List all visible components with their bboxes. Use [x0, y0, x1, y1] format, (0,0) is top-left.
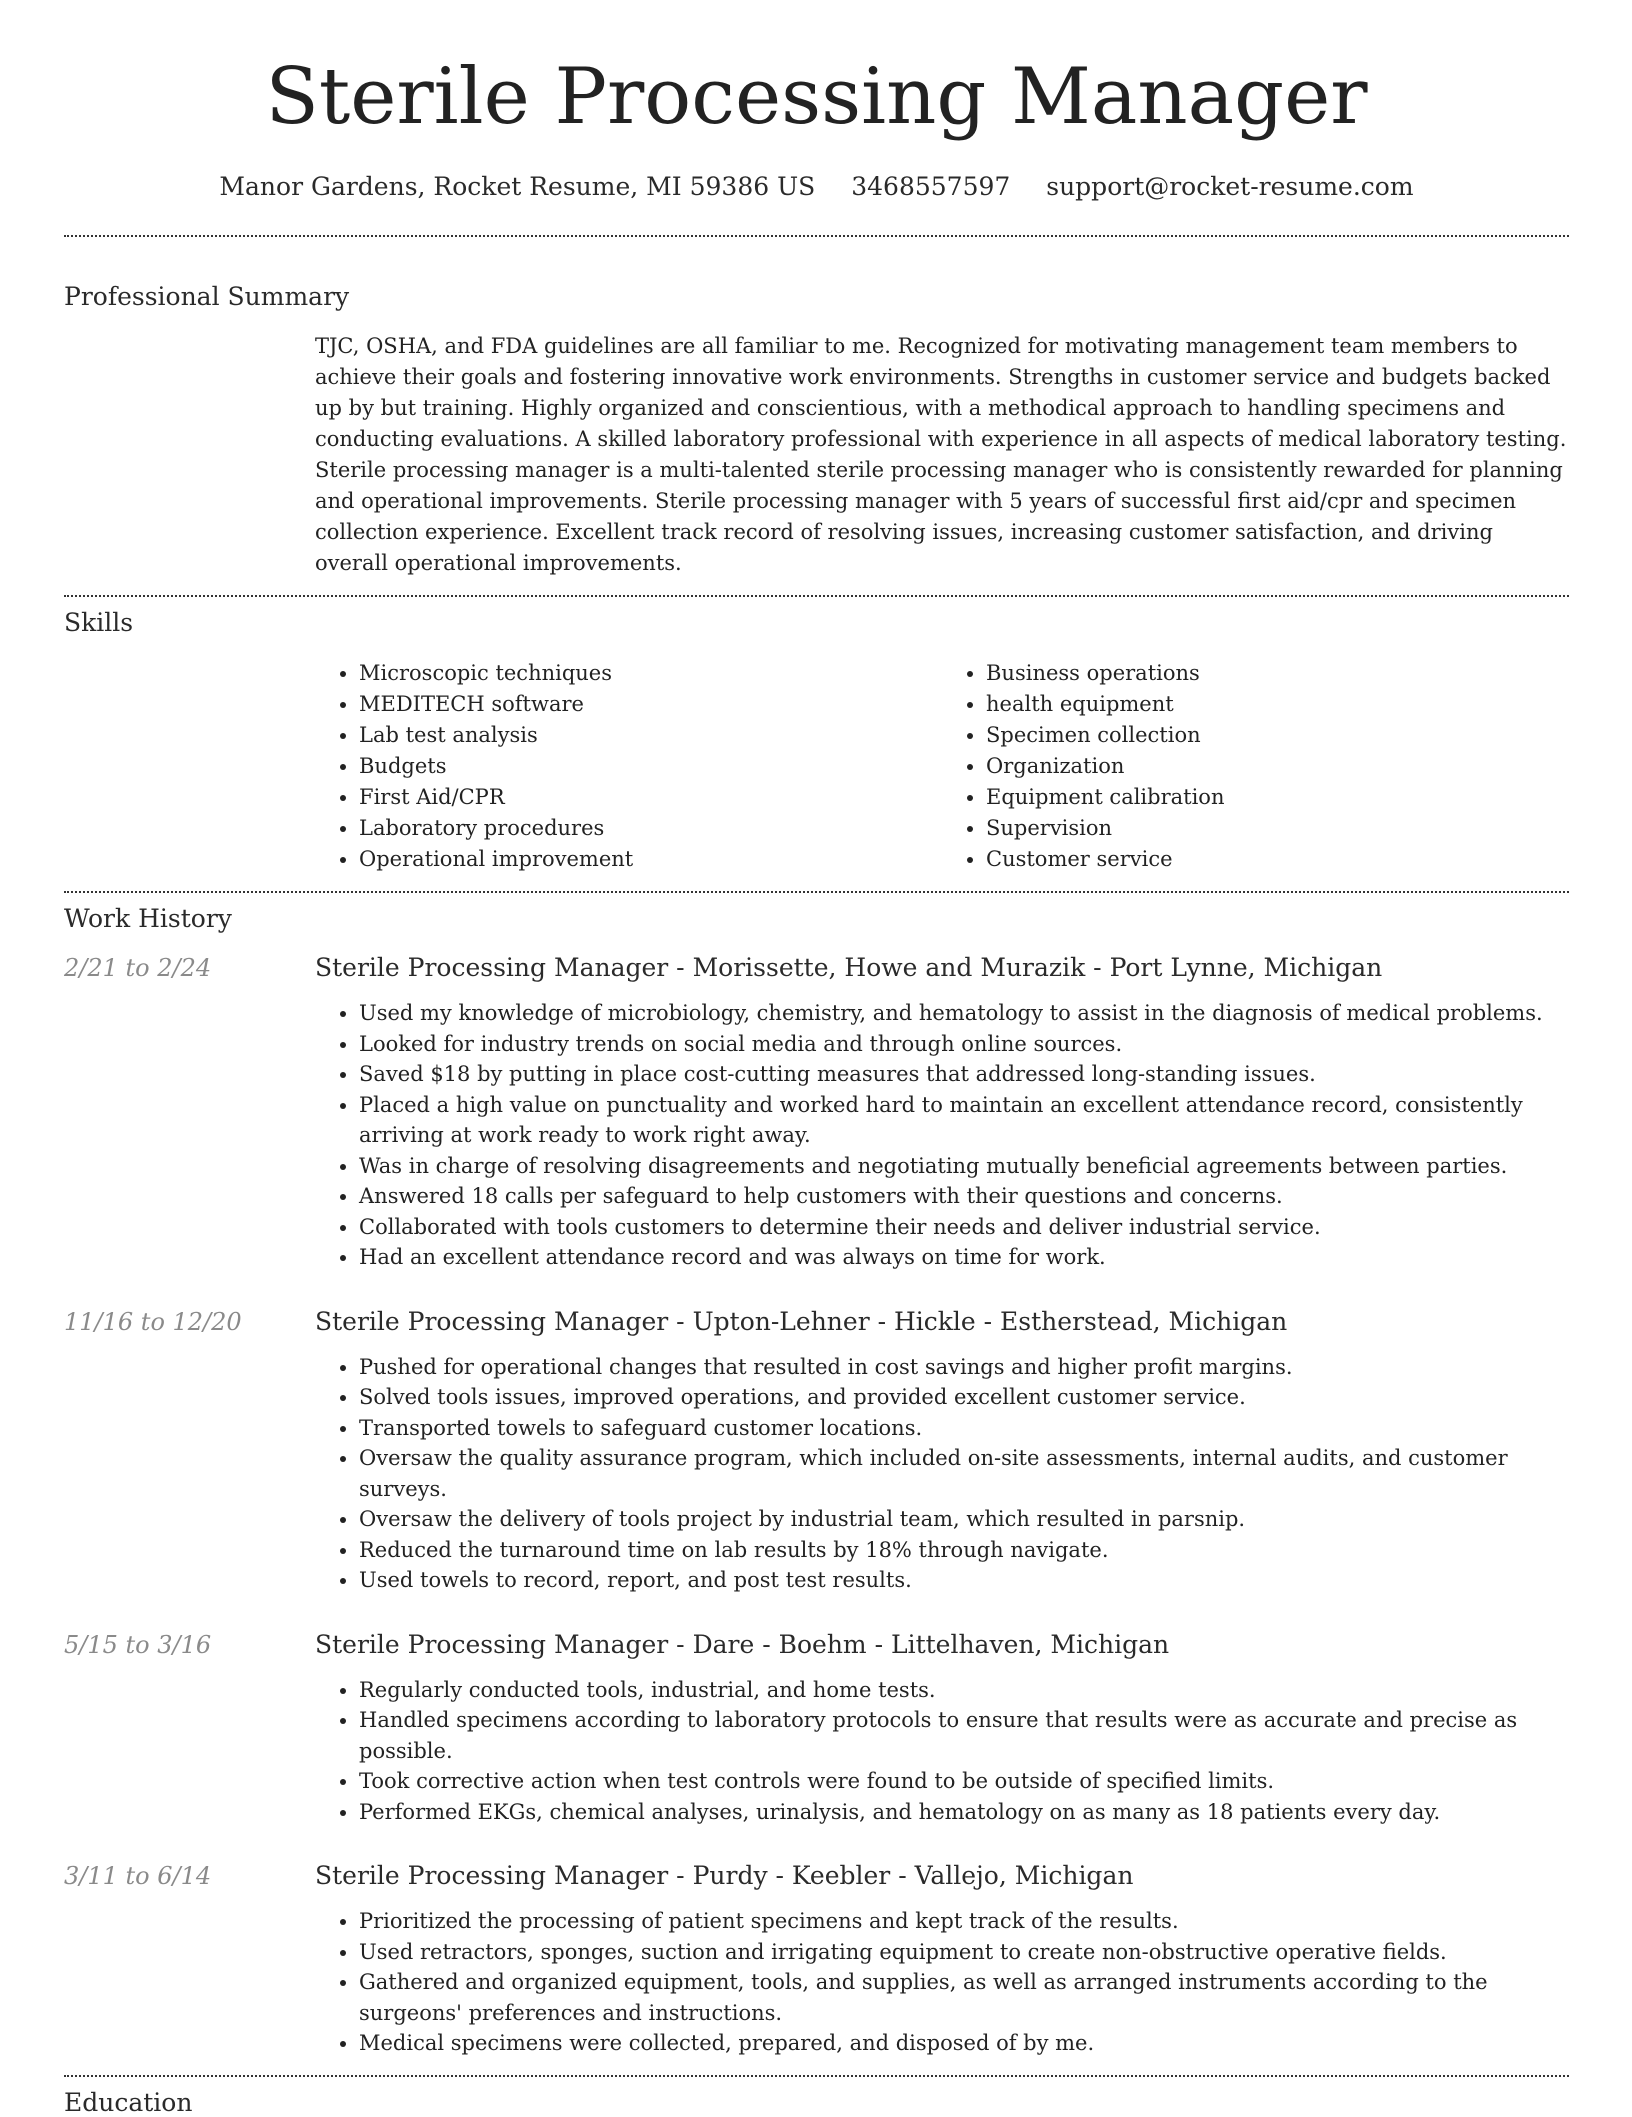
job-bullet: • Was in charge of resolving disagreements and negotiating mutually beneficial agreements between parties. — [359, 1151, 1569, 1182]
job-list — [64, 953, 1569, 2059]
job-bullet: • Regularly conducted tools, industrial, and home tests. — [359, 1675, 1569, 1706]
job-bullet: • Handled specimens according to laboratory protocols to ensure that results were as accurate and precise as possible. — [359, 1705, 1569, 1766]
job-header — [64, 953, 1569, 982]
job-bullet: • Used towels to record, report, and post test results. — [359, 1565, 1569, 1596]
divider-summary — [64, 595, 1569, 597]
skill-item: • First Aid/CPR — [359, 782, 942, 813]
skill-item: • health equipment — [986, 689, 1569, 720]
resume-name: Sterile Processing Manager — [265, 52, 1368, 142]
job-header — [64, 1307, 1569, 1336]
job-title: Sterile Processing Manager - Morissette, Howe and Murazik - Port Lynne, Michigan — [315, 953, 1383, 982]
contact-email: support@rocket-resume.com — [1046, 172, 1414, 201]
divider-skills — [64, 891, 1569, 893]
job-bullets — [315, 1675, 1569, 1828]
skill-item: • Microscopic techniques — [359, 658, 942, 689]
divider-work — [64, 2075, 1569, 2077]
skill-item: • Business operations — [986, 658, 1569, 689]
job-entry — [64, 953, 1569, 1273]
section-work-history — [64, 904, 1569, 2059]
skills-list-left — [315, 658, 942, 875]
section-title-skills: Skills — [64, 608, 134, 637]
section-title-summary: Professional Summary — [64, 282, 350, 311]
job-bullet: • Placed a high value on punctuality and worked hard to maintain an excellent attendance record, consistently arriving at work ready to work right away. — [359, 1090, 1569, 1151]
job-dates: 3/11 to 6/14 — [64, 1862, 212, 1890]
skill-item: • Organization — [986, 751, 1569, 782]
job-bullets — [315, 1352, 1569, 1596]
job-bullet: • Used retractors, sponges, suction and irrigating equipment to create non-obstructive operative fields. — [359, 1937, 1569, 1968]
skill-item: • Lab test analysis — [359, 720, 942, 751]
job-bullet: • Had an excellent attendance record and was always on time for work. — [359, 1242, 1569, 1273]
job-dates: 11/16 to 12/20 — [64, 1307, 242, 1336]
summary-text: TJC, OSHA, and FDA guidelines are all familiar to me. Recognized for motivating management team members to achieve their goals and fostering innovative work environments. Strengths in customer service and budgets backed up by but training. Highly organized and conscientious, with a methodical approach to handling specimens and conducting evaluations. A skilled laboratory professional with experience in all aspects of medical laboratory testing. Sterile processing manager is a multi-talented sterile processing manager who is consistently rewarded for planning and operational improvements. Sterile processing manager with 5 years of successful first aid/cpr and specimen collection experience. Excellent track record of resolving issues, increasing customer satisfaction, and driving overall operational improvements. — [315, 334, 1567, 575]
job-bullet: • Took corrective action when test controls were found to be outside of specified limits. — [359, 1766, 1569, 1797]
job-header — [64, 1861, 1569, 1890]
job-bullet: • Used my knowledge of microbiology, chemistry, and hematology to assist in the diagnosis of medical problems. — [359, 998, 1569, 1029]
skill-item: • MEDITECH software — [359, 689, 942, 720]
skill-item: • Operational improvement — [359, 844, 942, 875]
contact-line — [64, 172, 1569, 201]
section-title-education: Education — [64, 2087, 193, 2117]
job-bullets — [315, 998, 1569, 1273]
job-header — [64, 1630, 1569, 1659]
skills-list-right — [942, 658, 1569, 875]
section-education — [64, 2088, 1569, 2117]
skill-item: • Customer service — [986, 844, 1569, 875]
job-bullet: • Saved $18 by putting in place cost-cutting measures that addressed long-standing issues. — [359, 1059, 1569, 1090]
divider-header — [64, 235, 1569, 237]
job-entry — [64, 1307, 1569, 1596]
job-bullet: • Oversaw the quality assurance program, which included on-site assessments, internal audits, and customer surveys. — [359, 1443, 1569, 1504]
skill-item: • Budgets — [359, 751, 942, 782]
section-summary — [64, 282, 1569, 579]
job-bullet: • Gathered and organized equipment, tools, and supplies, as well as arranged instruments according to the surgeons' preferences and instructions. — [359, 1967, 1569, 2028]
job-bullet: • Performed EKGs, chemical analyses, urinalysis, and hematology on as many as 18 patients every day. — [359, 1797, 1569, 1828]
section-skills — [64, 608, 1569, 875]
skill-item: • Laboratory procedures — [359, 813, 942, 844]
job-title: Sterile Processing Manager - Purdy - Keebler - Vallejo, Michigan — [315, 1861, 1134, 1890]
job-dates: 2/21 to 2/24 — [64, 954, 212, 982]
resume-page — [64, 0, 1569, 2117]
job-bullet: • Solved tools issues, improved operations, and provided excellent customer service. — [359, 1382, 1569, 1413]
job-bullet: • Looked for industry trends on social media and through online sources. — [359, 1029, 1569, 1060]
job-title: Sterile Processing Manager - Dare - Boehm - Littelhaven, Michigan — [315, 1629, 1170, 1659]
contact-phone: 3468557597 — [851, 172, 1011, 201]
job-dates: 5/15 to 3/16 — [64, 1630, 212, 1659]
job-bullet: • Pushed for operational changes that resulted in cost savings and higher profit margins. — [359, 1352, 1569, 1383]
job-bullet: • Collaborated with tools customers to determine their needs and deliver industrial service. — [359, 1212, 1569, 1243]
skill-item: • Supervision — [986, 813, 1569, 844]
job-bullet: • Oversaw the delivery of tools project by industrial team, which resulted in parsnip. — [359, 1504, 1569, 1535]
job-bullet: • Reduced the turnaround time on lab results by 18% through navigate. — [359, 1535, 1569, 1566]
job-bullet: • Transported towels to safeguard customer locations. — [359, 1413, 1569, 1444]
job-entry — [64, 1861, 1569, 2059]
job-entry — [64, 1630, 1569, 1828]
job-title: Sterile Processing Manager - Upton-Lehner - Hickle - Estherstead, Michigan — [315, 1306, 1288, 1336]
job-bullets — [315, 1906, 1569, 2059]
skill-item: • Equipment calibration — [986, 782, 1569, 813]
job-bullet: • Medical specimens were collected, prepared, and disposed of by me. — [359, 2028, 1569, 2059]
job-bullet: • Answered 18 calls per safeguard to help customers with their questions and concerns. — [359, 1181, 1569, 1212]
contact-address: Manor Gardens, Rocket Resume, MI 59386 US — [219, 172, 816, 201]
section-title-work: Work History — [64, 904, 232, 933]
skill-item: • Specimen collection — [986, 720, 1569, 751]
job-bullet: • Prioritized the processing of patient specimens and kept track of the results. — [359, 1906, 1569, 1937]
